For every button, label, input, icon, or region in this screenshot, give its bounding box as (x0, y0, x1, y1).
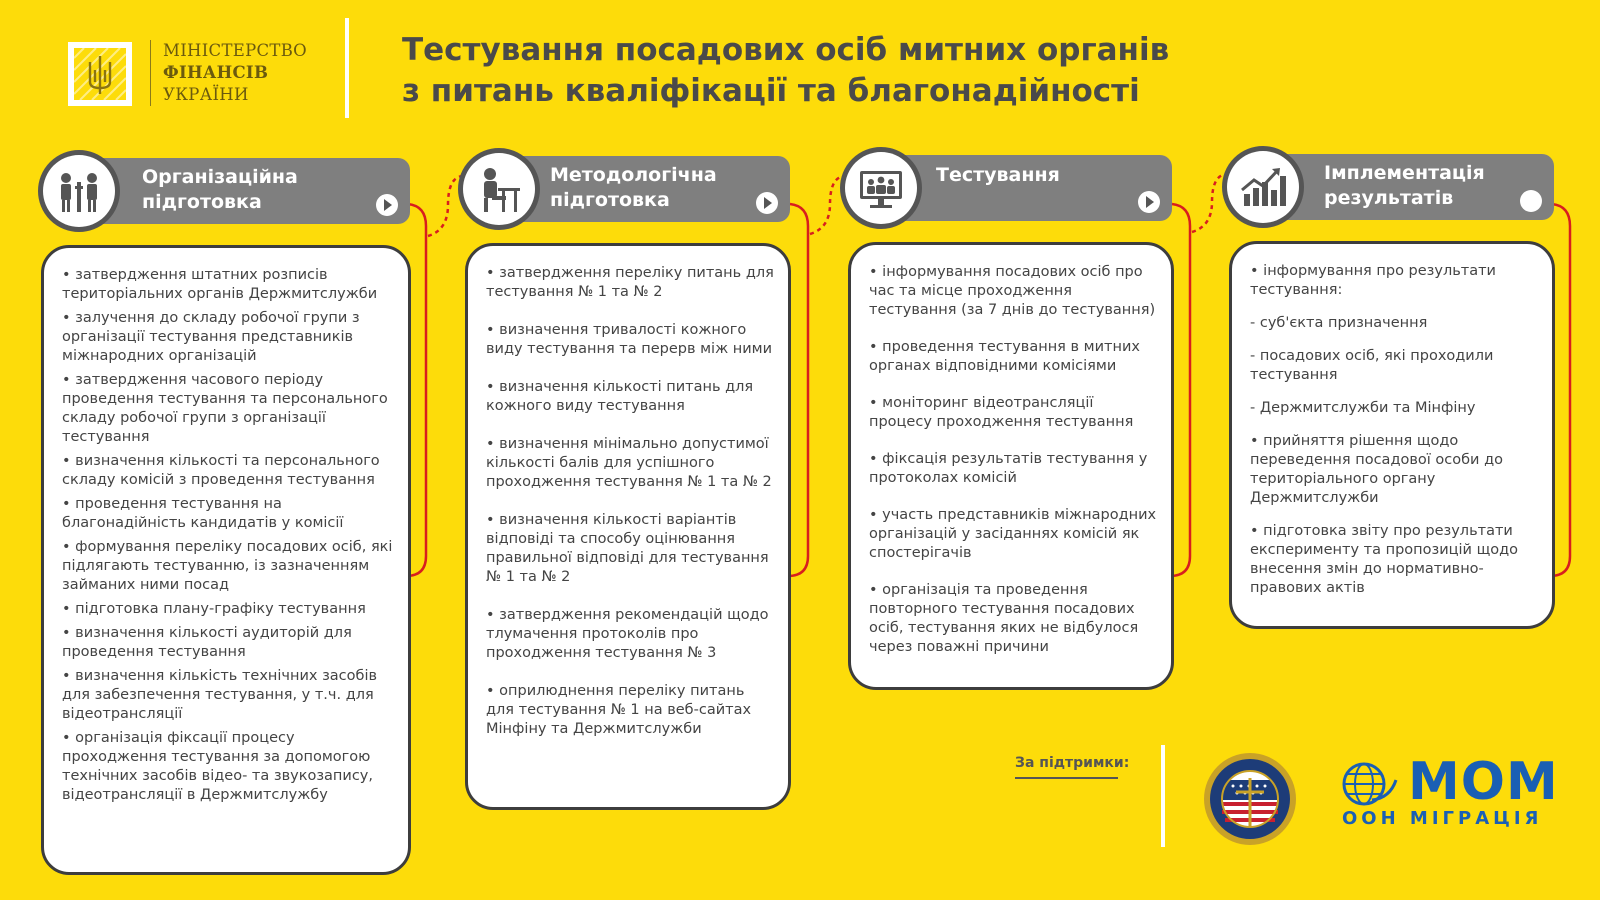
list-item: • затвердження переліку питань для тестування № 1 та № 2 (486, 265, 774, 300)
play-icon[interactable] (376, 194, 398, 216)
ministry-name (150, 40, 307, 106)
title-line1: Тестування посадових осіб митних органів (402, 32, 1170, 68)
column-label-line2: підготовка (142, 191, 262, 213)
column-label (550, 163, 717, 213)
trident-icon (74, 48, 126, 100)
list-item: • організація фіксації процесу проходження тестування за допомогою технічних засобів відео- та звукозапису, відеотрансляції в Держмитслужбу (62, 730, 373, 803)
list-item: • визначення кількість технічних засобів для забезпечення тестування, у т.ч. для відеотрансляції (62, 668, 378, 722)
meeting-people-icon (38, 150, 120, 232)
list-item: • оприлюднення переліку питань для тестування № 1 на веб-сайтах Мінфіну та Держмитслужби (486, 683, 752, 737)
list-item: • залучення до складу робочої групи з організації тестування представників міжнародних організацій (62, 310, 360, 364)
list-item: • організація та проведення повторного тестування посадових осіб, тестування яких не відбулося через поважні причини (869, 582, 1139, 655)
ministry-logo (68, 42, 132, 106)
column-label-line2: підготовка (550, 189, 670, 211)
list-item: • визначення кількості та персонального складу комісій з проведення тестування (62, 453, 380, 488)
growth-chart-icon (1222, 146, 1304, 228)
list-item: • визначення кількості питань для кожного виду тестування (486, 379, 754, 414)
list-item: • підготовка звіту про результати експерименту та пропозицій щодо внесення змін до нормативно-правових актів (1250, 523, 1518, 596)
iom-small-text: ООН МІГРАЦІЯ (1342, 808, 1543, 829)
list-item: • участь представників міжнародних організацій у засіданнях комісій як спостерігачів (869, 507, 1157, 561)
items-testing (869, 263, 1157, 657)
header-divider (345, 18, 349, 118)
list-item: • моніторинг відеотрансляції процесу проходження тестування (869, 395, 1134, 430)
card-organizational (41, 245, 411, 875)
items-implementation (1250, 262, 1538, 598)
law-justice-seal-icon (1203, 752, 1297, 846)
items-methodological (486, 264, 774, 739)
card-methodological (465, 243, 791, 810)
page-title (402, 30, 1552, 112)
card-implementation (1229, 241, 1555, 629)
support-label: За підтримки: (1015, 755, 1130, 771)
iom-big-text: МОМ (1408, 752, 1559, 812)
footer-divider (1161, 745, 1165, 847)
list-item: • затвердження штатних розписів територіальних органів Держмитслужби (62, 267, 378, 302)
column-label-line1: Імплементація (1324, 162, 1485, 184)
play-icon[interactable] (1138, 191, 1160, 213)
ministry-line2: ФІНАНСІВ (163, 63, 269, 82)
person-at-desk-icon (458, 148, 540, 230)
end-dot-icon (1520, 190, 1542, 212)
video-monitor-icon (840, 147, 922, 229)
list-item: • затвердження часового періоду проведення тестування та персонального складу робочої групи з організації тестування (62, 372, 388, 445)
list-item: • визначення кількості варіантів відповіді та способу оцінювання правильної відповіді для тестування № 1 та № 2 (486, 512, 769, 585)
support-underline (1015, 777, 1118, 779)
column-label (142, 165, 298, 215)
card-testing (848, 242, 1174, 690)
list-item: • інформування посадових осіб про час та місце проходження тестування (за 7 днів до тестування) (869, 264, 1156, 318)
iom-globe-icon (1342, 760, 1398, 808)
column-label-line1: Тестування (936, 164, 1060, 186)
column-label (1324, 161, 1485, 211)
list-item: • проведення тестування в митних органах відповідними комісіями (869, 339, 1140, 374)
ministry-line1: МІНІСТЕРСТВО (163, 41, 307, 60)
list-item: • прийняття рішення щодо переведення посадової особи до територіального органу Держмитслужби (1250, 433, 1503, 506)
list-item: • визначення мінімально допустимої кількості балів для успішного проходження тестування № 1 та № 2 (486, 436, 772, 490)
list-item: • визначення кількості аудиторій для проведення тестування (62, 625, 352, 660)
list-item: - посадових осіб, які проходили тестування (1250, 348, 1494, 383)
play-icon[interactable] (756, 192, 778, 214)
list-item: • формування переліку посадових осіб, які підлягають тестуванню, із зазначенням займаних ними посад (62, 539, 393, 593)
list-item: • підготовка плану-графіку тестування (62, 601, 366, 617)
items-organizational (62, 266, 394, 805)
list-item: - суб'єкта призначення (1250, 315, 1428, 331)
title-line2: з питань кваліфікації та благонадійності (402, 73, 1140, 109)
column-label (936, 163, 1060, 188)
column-label-line1: Методологічна (550, 164, 717, 186)
column-label-line1: Організаційна (142, 166, 298, 188)
list-item: • визначення тривалості кожного виду тестування та перерв між ними (486, 322, 773, 357)
list-item: • проведення тестування на благонадійність кандидатів у комісії (62, 496, 344, 531)
list-item: • затвердження рекомендацій щодо тлумачення протоколів про проходження тестування № 3 (486, 607, 769, 661)
list-item: - Держмитслужби та Мінфіну (1250, 400, 1476, 416)
list-item: • інформування про результати тестування: (1250, 263, 1496, 298)
iom-logo (1342, 752, 1559, 829)
ministry-line3: УКРАЇНИ (163, 85, 249, 104)
column-label-line2: результатів (1324, 187, 1454, 209)
list-item: • фіксація результатів тестування у протоколах комісій (869, 451, 1148, 486)
